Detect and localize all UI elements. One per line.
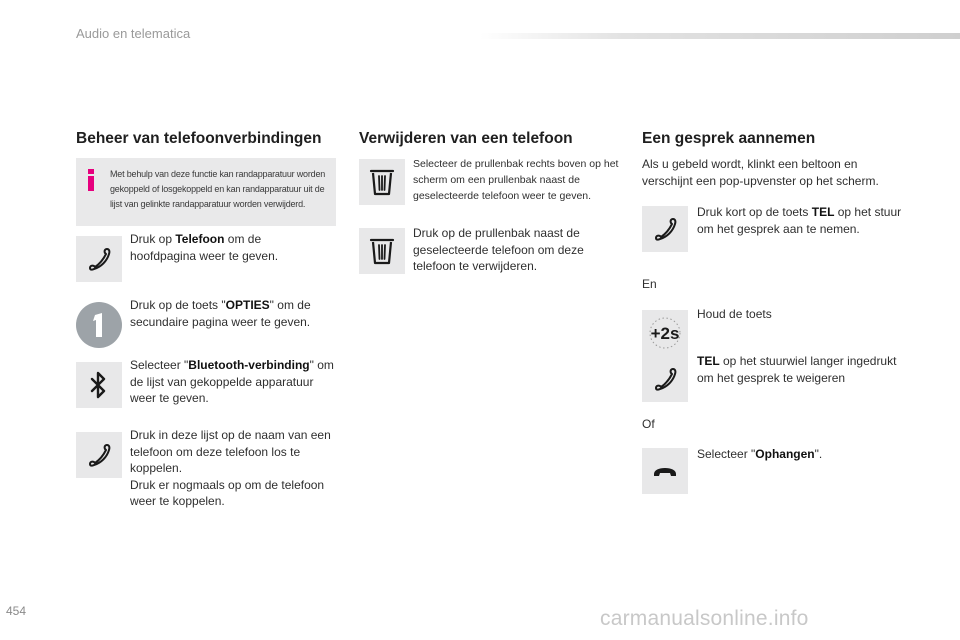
step-hold: Houd de toets: [697, 307, 772, 321]
phone-icon: [76, 432, 122, 478]
hold-2s-icon: [642, 310, 688, 356]
phone-icon: [76, 236, 122, 282]
bluetooth-icon: [76, 362, 122, 408]
section-title: Audio en telematica: [76, 26, 191, 41]
step-answer: Druk kort op de toets TEL op het stuur om het gesprek aan te nemen.: [697, 205, 902, 236]
info-note-text: Met behulp van deze functie kan randapparatuur worden gekoppeld of losgekoppeld en kan randapparatuur uit de lijst van gelinkte randapparatuur worden verwijderd.: [110, 169, 326, 209]
col2-heading: Verwijderen van een telefoon: [359, 130, 573, 147]
step-delete-phone: Druk op de prullenbak naast de geselecteerde telefoon om deze telefoon te verwijderen.: [413, 226, 584, 273]
watermark: carmanualsonline.info: [600, 607, 809, 630]
page-number: 454: [6, 604, 27, 618]
hold-badge-text: +2s: [650, 324, 680, 343]
trash-icon: [359, 159, 405, 205]
phone-icon: [642, 206, 688, 252]
label-of: Of: [642, 417, 655, 431]
step-bluetooth: Selecteer "Bluetooth-verbinding" om de lijst van gekoppelde apparatuur weer te geven.: [130, 358, 334, 405]
hang-up-icon: [642, 448, 688, 494]
step-number-badge: [76, 302, 122, 348]
call-intro: Als u gebeld wordt, klinkt een beltoon en verschijnt een pop-upvenster op het scherm.: [642, 157, 879, 188]
label-en: En: [642, 277, 657, 291]
step-reject: TEL op het stuurwiel langer ingedrukt om het gesprek te weigeren: [697, 354, 897, 385]
info-note: [76, 158, 336, 226]
step-opties: Druk op de toets "OPTIES" om de secundaire pagina weer te geven.: [130, 298, 311, 329]
col3-heading: Een gesprek aannemen: [642, 130, 816, 147]
step-telefoon: Druk op Telefoon om de hoofdpagina weer te geven.: [130, 232, 279, 263]
header-rule: [480, 33, 960, 39]
phone-icon: [642, 356, 688, 402]
col1-heading: Beheer van telefoonverbindingen: [76, 130, 322, 147]
step-select-trash: Selecteer de prullenbak rechts boven op het scherm om een prullenbak naast de geselecteerde telefoon weer te geven.: [413, 158, 619, 202]
trash-icon: [359, 228, 405, 274]
info-icon: [87, 169, 95, 191]
step-disconnect: Druk in deze lijst op de naam van een telefoon om deze telefoon los te koppelen. Druk er nogmaals op om de telefoon weer te koppelen.: [130, 428, 331, 508]
step-hangup: Selecteer "Ophangen".: [697, 447, 823, 461]
